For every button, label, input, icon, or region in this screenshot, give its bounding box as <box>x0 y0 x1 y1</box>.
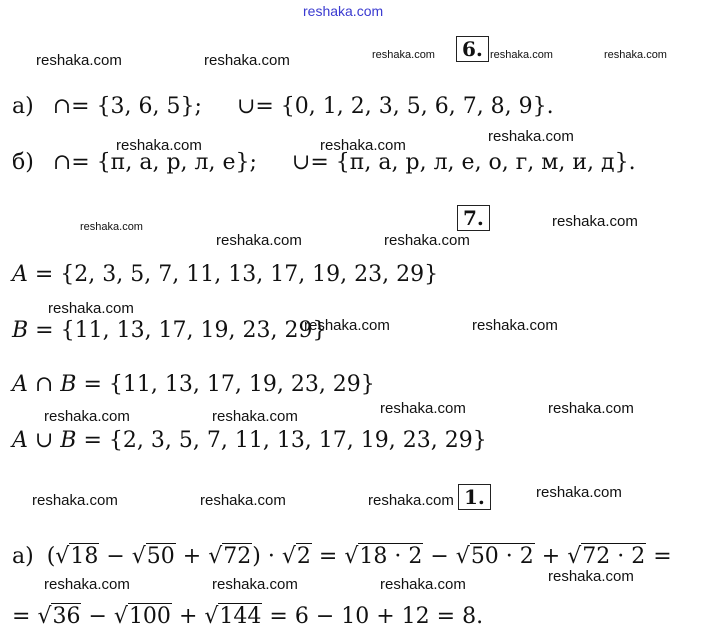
sqrt-144: √144 <box>204 604 262 629</box>
watermark: reshaka.com <box>212 576 298 593</box>
sqrt-18: √18 <box>55 544 99 569</box>
intersection-lhs: A ∩ B <box>12 372 77 397</box>
watermark: reshaka.com <box>36 52 122 69</box>
watermark: reshaka.com <box>80 221 143 233</box>
union-lhs: A ∪ B <box>12 428 77 453</box>
watermark-top: reshaka.com <box>303 3 384 19</box>
problem-7-number: 7. <box>457 205 490 231</box>
sqrt-2: √2 <box>281 544 311 569</box>
watermark: reshaka.com <box>212 408 298 425</box>
set-b-elements: = {11, 13, 17, 19, 23, 29} <box>28 318 327 343</box>
watermark: reshaka.com <box>200 492 286 509</box>
intersection-result <box>12 372 375 397</box>
final-result: = 6 − 10 + 12 = 8. <box>262 604 484 629</box>
problem-1a-line2: = √36 − √100 + √144 = 6 − 10 + 12 = 8. <box>12 604 484 629</box>
union-expression: ∪= {0, 1, 2, 3, 5, 6, 7, 8, 9}. <box>236 94 554 119</box>
problem-1-number: 1. <box>458 484 491 510</box>
sqrt-72x2: √72 · 2 <box>567 544 646 569</box>
intersection-expression: ∩= {п, а, р, л, е}; <box>52 150 257 175</box>
watermark: reshaka.com <box>44 408 130 425</box>
union-expression: ∪= {п, а, р, л, е, о, г, м, и, д}. <box>291 150 636 175</box>
watermark: reshaka.com <box>304 317 390 334</box>
watermark: reshaka.com <box>552 213 638 230</box>
watermark: reshaka.com <box>32 492 118 509</box>
watermark: reshaka.com <box>488 128 574 145</box>
problem-6a-line <box>12 94 554 119</box>
watermark: reshaka.com <box>48 300 134 317</box>
set-a-elements: = {2, 3, 5, 7, 11, 13, 17, 19, 23, 29} <box>27 262 439 287</box>
problem-6-number: 6. <box>456 36 489 62</box>
sqrt-36: √36 <box>37 604 81 629</box>
set-a-definition <box>12 262 438 287</box>
watermark: reshaka.com <box>604 49 667 61</box>
set-b-definition <box>12 318 326 343</box>
sqrt-72: √72 <box>208 544 252 569</box>
watermark: reshaka.com <box>216 232 302 249</box>
set-a-name: A <box>12 262 28 287</box>
watermark: reshaka.com <box>204 52 290 69</box>
watermark: reshaka.com <box>320 137 406 154</box>
label-a: а) <box>12 94 34 119</box>
watermark: reshaka.com <box>368 492 454 509</box>
intersection-rhs: = {11, 13, 17, 19, 23, 29} <box>76 372 375 397</box>
problem-1a-line1: а) (√18 − √50 + √72) · √2 = √18 · 2 − √50 · 2 + √72 · 2 = <box>12 544 672 569</box>
set-b-name: B <box>12 318 29 343</box>
watermark: reshaka.com <box>116 137 202 154</box>
watermark: reshaka.com <box>490 49 553 61</box>
watermark: reshaka.com <box>536 484 622 501</box>
label-a: а) <box>12 544 34 569</box>
watermark: reshaka.com <box>548 400 634 417</box>
watermark: reshaka.com <box>372 49 435 61</box>
problem-6b-line <box>12 150 636 175</box>
union-rhs: = {2, 3, 5, 7, 11, 13, 17, 19, 23, 29} <box>76 428 487 453</box>
watermark: reshaka.com <box>548 568 634 585</box>
label-b: б) <box>12 150 34 175</box>
sqrt-100: √100 <box>113 604 171 629</box>
union-result <box>12 428 487 453</box>
sqrt-18x2: √18 · 2 <box>344 544 423 569</box>
sqrt-50x2: √50 · 2 <box>455 544 534 569</box>
sqrt-50: √50 <box>131 544 175 569</box>
watermark: reshaka.com <box>44 576 130 593</box>
watermark: reshaka.com <box>380 576 466 593</box>
intersection-expression: ∩= {3, 6, 5}; <box>52 94 202 119</box>
watermark: reshaka.com <box>384 232 470 249</box>
watermark: reshaka.com <box>472 317 558 334</box>
watermark: reshaka.com <box>380 400 466 417</box>
